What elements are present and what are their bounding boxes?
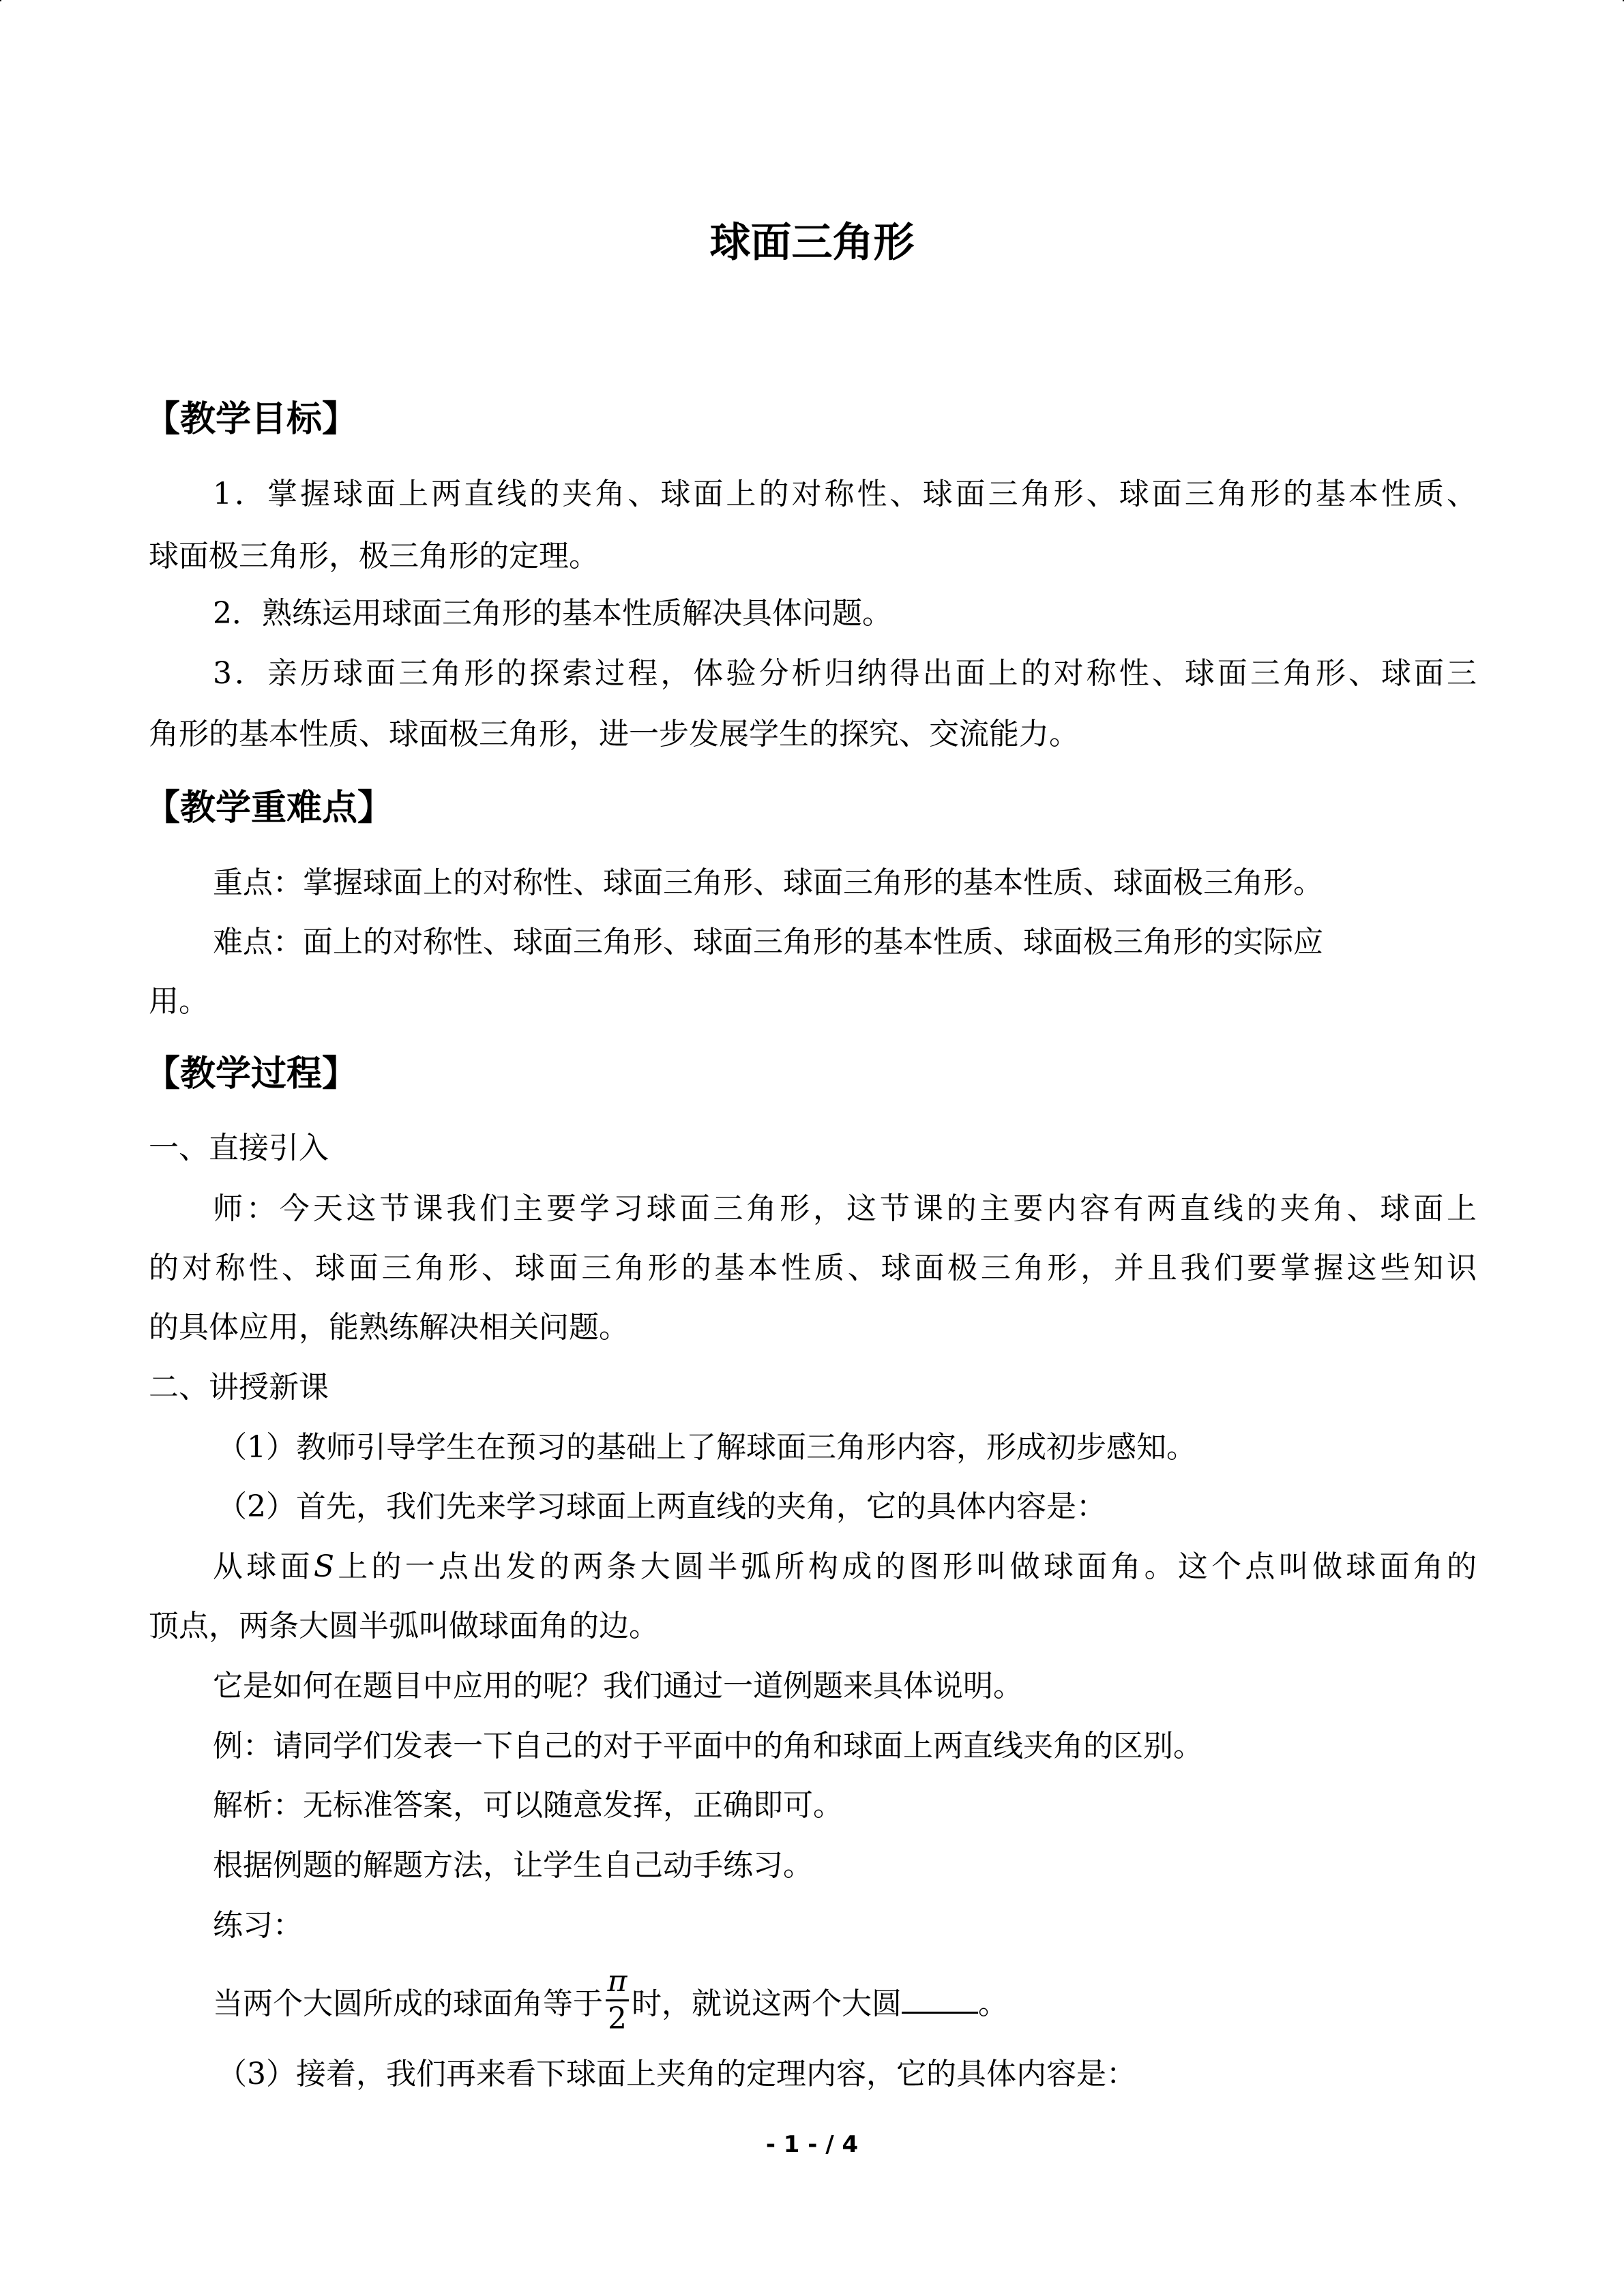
practice-question	[213, 1964, 1008, 2042]
goal-3-line-1: 3．亲历球面三角形的探索过程，体验分析归纳得出面上的对称性、球面三角形、球面三	[213, 656, 1477, 691]
goal-2: 2．熟练运用球面三角形的基本性质解决具体问题。	[213, 596, 892, 631]
step-3: （3）接着，我们再来看下球面上夹角的定理内容，它的具体内容是：	[217, 2057, 1136, 2091]
application-intro: 它是如何在题目中应用的呢？我们通过一道例题来具体说明。	[213, 1669, 1023, 1703]
page-title: 球面三角形	[709, 219, 915, 267]
goal-3-line-2: 角形的基本性质、球面极三角形，进一步发展学生的探究、交流能力。	[149, 717, 1079, 751]
heading-teaching-goals: 【教学目标】	[145, 399, 358, 440]
question-end: 。	[978, 1986, 1008, 2021]
section-1-title: 一、直接引入	[149, 1131, 329, 1165]
teacher-intro-line-2: 的对称性、球面三角形、球面三角形的基本性质、球面极三角形，并且我们要掌握这些知识	[149, 1251, 1477, 1285]
heading-teaching-process: 【教学过程】	[145, 1054, 358, 1094]
answer-blank	[902, 1982, 978, 2014]
step-1: （1）教师引导学生在预习的基础上了解球面三角形内容，形成初步感知。	[217, 1430, 1196, 1465]
definition-pre: 从球面	[213, 1549, 314, 1584]
practice-intro: 根据例题的解题方法，让学生自己动手练习。	[213, 1848, 813, 1883]
difficult-point-line-2: 用。	[149, 984, 209, 1019]
example: 例：请同学们发表一下自己的对于平面中的角和球面上两直线夹角的区别。	[213, 1729, 1203, 1763]
fraction-denominator: 2	[608, 2001, 627, 2036]
definition-post: 上的一点出发的两条大圆半弧所构成的图形叫做球面角。这个点叫做球面角的	[334, 1549, 1477, 1584]
fraction-numerator: π	[607, 1964, 628, 1999]
teacher-intro-line-1: 师：今天这节课我们主要学习球面三角形，这节课的主要内容有两直线的夹角、球面上	[213, 1191, 1477, 1226]
crop-mark-top-left	[0, 0, 1, 1]
teacher-intro-line-3: 的具体应用，能熟练解决相关问题。	[149, 1310, 629, 1345]
goal-1-line-2: 球面极三角形，极三角形的定理。	[149, 539, 599, 573]
key-point: 重点：掌握球面上的对称性、球面三角形、球面三角形的基本性质、球面极三角形。	[213, 865, 1323, 900]
definition-line-1	[213, 1547, 1477, 1587]
question-post: 时，就说这两个大圆	[632, 1986, 902, 2021]
question-pre: 当两个大圆所成的球面角等于	[213, 1986, 603, 2021]
fraction-pi-over-2	[606, 1964, 629, 2037]
definition-line-2: 顶点，两条大圆半弧叫做球面角的边。	[149, 1609, 659, 1643]
difficult-point-line-1: 难点：面上的对称性、球面三角形、球面三角形的基本性质、球面极三角形的实际应	[213, 925, 1323, 959]
section-2-title: 二、讲授新课	[149, 1370, 329, 1405]
step-2: （2）首先，我们先来学习球面上两直线的夹角，它的具体内容是：	[217, 1489, 1106, 1524]
heading-key-difficult-points: 【教学重难点】	[145, 788, 394, 829]
analysis: 解析：无标准答案，可以随意发挥，正确即可。	[213, 1788, 843, 1823]
goal-1-line-1: 1．掌握球面上两直线的夹角、球面上的对称性、球面三角形、球面三角形的基本性质、	[213, 477, 1477, 511]
practice-label: 练习：	[213, 1908, 303, 1943]
variable-s: S	[313, 1549, 334, 1584]
page-number: - 1 - / 4	[765, 2131, 859, 2158]
